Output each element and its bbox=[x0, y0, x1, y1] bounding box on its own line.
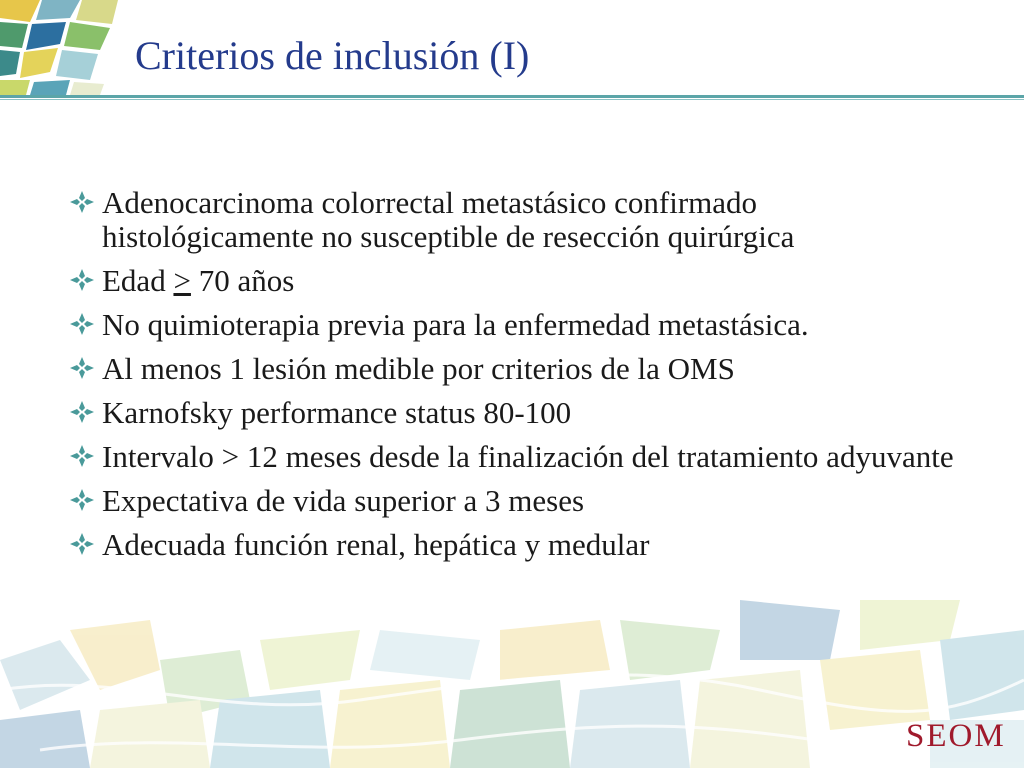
diamond-star-icon bbox=[68, 312, 96, 336]
list-item-text: Intervalo > 12 meses desde la finalización del tratamiento adyuvante bbox=[102, 439, 954, 474]
list-item-text: Adenocarcinoma colorrectal metastásico confirmado histológicamente no susceptible de resección quirúrgica bbox=[102, 185, 795, 254]
inclusion-criteria-list bbox=[68, 186, 968, 572]
title-divider bbox=[0, 95, 1024, 98]
age-label: Edad bbox=[102, 263, 174, 298]
title-divider-thin bbox=[0, 99, 1024, 100]
diamond-star-icon bbox=[68, 488, 96, 512]
seom-logo: SEOM bbox=[906, 718, 1006, 754]
list-item bbox=[68, 308, 968, 342]
list-item-text: Adecuada función renal, hepática y medular bbox=[102, 527, 650, 562]
list-item bbox=[68, 352, 968, 386]
diamond-star-icon bbox=[68, 444, 96, 468]
list-item bbox=[68, 396, 968, 430]
list-item bbox=[68, 186, 968, 254]
diamond-star-icon bbox=[68, 532, 96, 556]
diamond-star-icon bbox=[68, 268, 96, 292]
diamond-star-icon bbox=[68, 356, 96, 380]
diamond-star-icon bbox=[68, 190, 96, 214]
list-item bbox=[68, 528, 968, 562]
age-value: 70 años bbox=[190, 263, 295, 298]
mosaic-decoration bbox=[0, 0, 118, 95]
slide-title: Criterios de inclusión (I) bbox=[135, 33, 530, 78]
mosaic-background bbox=[0, 600, 1024, 768]
list-item bbox=[68, 440, 968, 474]
list-item-text: Karnofsky performance status 80-100 bbox=[102, 395, 572, 430]
diamond-star-icon bbox=[68, 400, 96, 424]
list-item-text: No quimioterapia previa para la enfermedad metastásica. bbox=[102, 307, 809, 342]
list-item-text bbox=[102, 263, 294, 298]
list-item bbox=[68, 264, 968, 298]
list-item bbox=[68, 484, 968, 518]
greater-equal-symbol: > bbox=[173, 263, 191, 298]
list-item-text: Al menos 1 lesión medible por criterios de la OMS bbox=[102, 351, 735, 386]
list-item-text: Expectativa de vida superior a 3 meses bbox=[102, 483, 585, 518]
